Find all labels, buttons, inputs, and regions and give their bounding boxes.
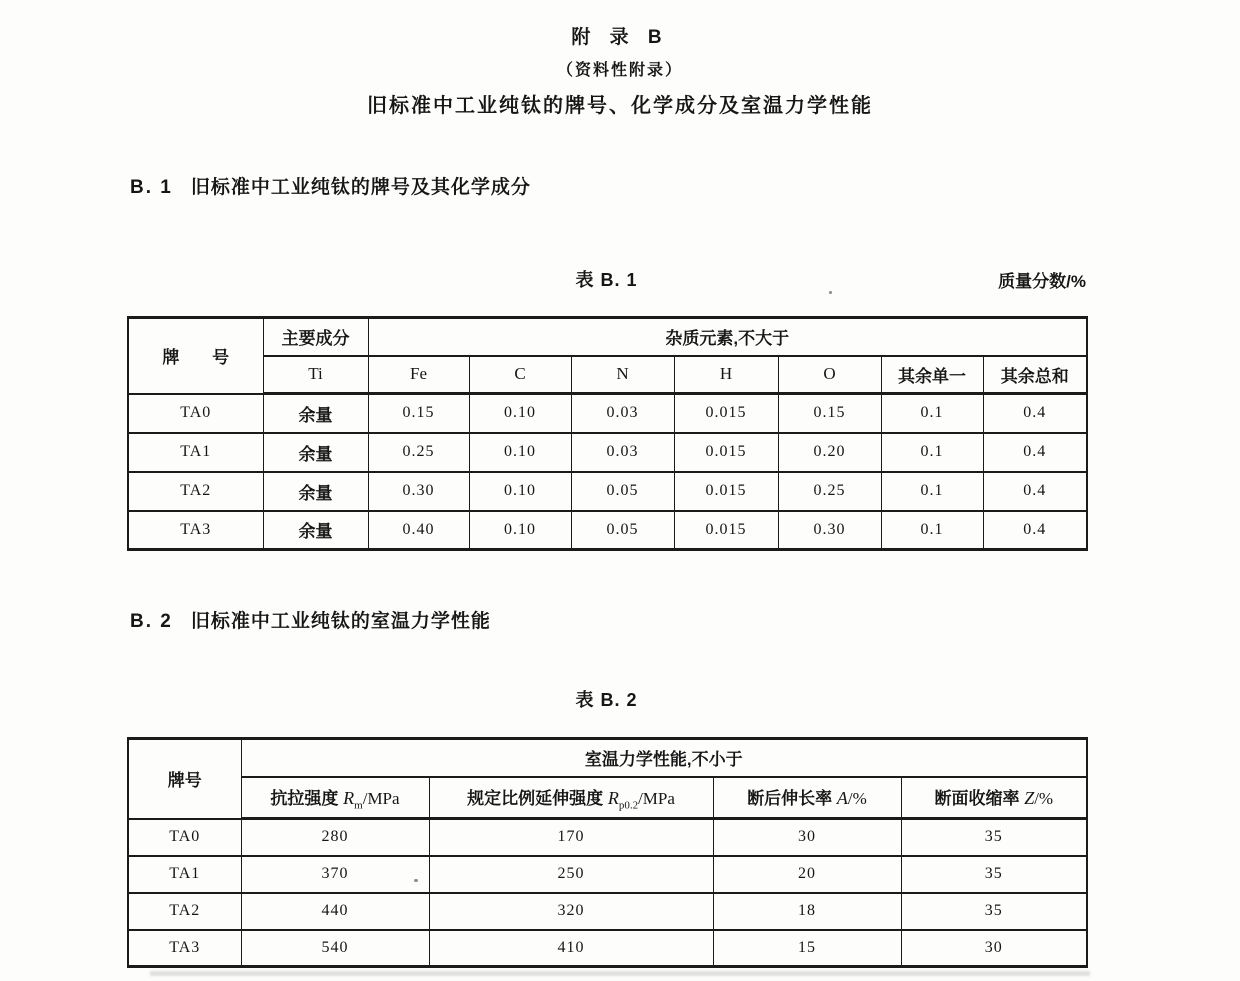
cell-o: 0.15 xyxy=(778,394,881,433)
table-row xyxy=(128,819,1087,856)
cell-grade: TA3 xyxy=(128,930,241,967)
b1-header-n: N xyxy=(571,356,674,394)
cell-tensile: 440 xyxy=(241,893,429,930)
cell-h: 0.015 xyxy=(674,394,778,433)
cell-grade: TA1 xyxy=(128,856,241,893)
cell-h: 0.015 xyxy=(674,433,778,472)
cell-tensile: 370 xyxy=(241,856,429,893)
b2-header-reduction-of-area: 断面收缩率 Z/% xyxy=(901,777,1087,819)
table-row xyxy=(128,893,1087,930)
table-row xyxy=(128,433,1087,472)
cell-o: 0.25 xyxy=(778,472,881,511)
b2-header-elongation: 断后伸长率 A/% xyxy=(713,777,901,819)
cell-proof: 410 xyxy=(429,930,713,967)
b1-header-fe: Fe xyxy=(368,356,469,394)
cell-other-total: 0.4 xyxy=(983,472,1087,511)
cell-elongation: 18 xyxy=(713,893,901,930)
cell-grade: TA0 xyxy=(128,394,263,433)
cell-proof: 250 xyxy=(429,856,713,893)
scan-speck xyxy=(414,879,418,882)
b1-header-grade: 牌 号 xyxy=(128,318,263,394)
cell-proof: 320 xyxy=(429,893,713,930)
b2-header-span: 室温力学性能,不小于 xyxy=(241,739,1087,777)
cell-other-total: 0.4 xyxy=(983,433,1087,472)
cell-grade: TA3 xyxy=(128,511,263,550)
section-b1-heading xyxy=(130,172,531,199)
section-b1-title: 旧标准中工业纯钛的牌号及其化学成分 xyxy=(190,177,531,198)
cell-h: 0.015 xyxy=(674,472,778,511)
cell-elongation: 30 xyxy=(713,819,901,856)
cell-other-single: 0.1 xyxy=(881,511,983,550)
cell-reduction: 35 xyxy=(901,856,1087,893)
cell-n: 0.05 xyxy=(571,511,674,550)
b2-header-tensile-strength: 抗拉强度 $R_m$/MPa xyxy=(241,777,429,819)
cell-c: 0.10 xyxy=(469,433,571,472)
cell-elongation: 20 xyxy=(713,856,901,893)
cell-fe: 0.40 xyxy=(368,511,469,550)
cell-c: 0.10 xyxy=(469,394,571,433)
b1-header-c: C xyxy=(469,356,571,394)
b1-header-other-total: 其余总和 xyxy=(983,356,1087,394)
cell-reduction: 35 xyxy=(901,893,1087,930)
table-b2 xyxy=(127,737,1088,968)
table-b2-caption: 表 B. 2 xyxy=(575,690,638,710)
b2-header-proof-strength: 规定比例延伸强度 $R_{p0.2}$/MPa xyxy=(429,777,713,819)
cell-other-single: 0.1 xyxy=(881,472,983,511)
b1-header-impurities: 杂质元素,不大于 xyxy=(368,318,1087,356)
cell-other-total: 0.4 xyxy=(983,394,1087,433)
cell-h: 0.015 xyxy=(674,511,778,550)
scan-speck xyxy=(829,291,832,294)
cell-tensile: 280 xyxy=(241,819,429,856)
cell-ti: 余量 xyxy=(263,433,368,472)
cell-c: 0.10 xyxy=(469,472,571,511)
cell-grade: TA0 xyxy=(128,819,241,856)
cell-other-single: 0.1 xyxy=(881,394,983,433)
table-b1 xyxy=(127,316,1088,551)
b1-header-h: H xyxy=(674,356,778,394)
section-b1-number: B. 1 xyxy=(130,177,173,198)
cell-grade: TA2 xyxy=(128,472,263,511)
table-b2-caption-row xyxy=(127,686,1086,712)
cell-fe: 0.25 xyxy=(368,433,469,472)
section-b2-heading xyxy=(130,606,491,633)
table-b1-unit-note: 质量分数/% xyxy=(998,272,1086,291)
cell-reduction: 35 xyxy=(901,819,1087,856)
cell-other-single: 0.1 xyxy=(881,433,983,472)
appendix-description: 旧标准中工业纯钛的牌号、化学成分及室温力学性能 xyxy=(367,95,873,117)
appendix-subtitle: （资料性附录） xyxy=(556,62,683,79)
cell-proof: 170 xyxy=(429,819,713,856)
cell-n: 0.05 xyxy=(571,472,674,511)
scan-shadow xyxy=(150,971,1090,976)
table-b1-caption: 表 B. 1 xyxy=(575,270,638,290)
cell-o: 0.20 xyxy=(778,433,881,472)
cell-o: 0.30 xyxy=(778,511,881,550)
table-b1-caption-row xyxy=(127,266,1086,292)
section-b2-title: 旧标准中工业纯钛的室温力学性能 xyxy=(190,611,491,632)
cell-c: 0.10 xyxy=(469,511,571,550)
table-row xyxy=(128,394,1087,433)
cell-n: 0.03 xyxy=(571,394,674,433)
cell-ti: 余量 xyxy=(263,472,368,511)
cell-reduction: 30 xyxy=(901,930,1087,967)
cell-ti: 余量 xyxy=(263,394,368,433)
cell-grade: TA2 xyxy=(128,893,241,930)
cell-fe: 0.30 xyxy=(368,472,469,511)
cell-fe: 0.15 xyxy=(368,394,469,433)
b1-header-o: O xyxy=(778,356,881,394)
section-b2-number: B. 2 xyxy=(130,611,173,632)
cell-grade: TA1 xyxy=(128,433,263,472)
table-row xyxy=(128,856,1087,893)
b1-header-main-component: 主要成分 xyxy=(263,318,368,356)
cell-n: 0.03 xyxy=(571,433,674,472)
table-row xyxy=(128,511,1087,550)
cell-elongation: 15 xyxy=(713,930,901,967)
appendix-title: 附 录 B xyxy=(571,27,669,48)
table-row xyxy=(128,930,1087,967)
cell-ti: 余量 xyxy=(263,511,368,550)
b1-header-ti: Ti xyxy=(263,356,368,394)
cell-other-total: 0.4 xyxy=(983,511,1087,550)
table-row xyxy=(128,472,1087,511)
cell-tensile: 540 xyxy=(241,930,429,967)
b2-header-grade: 牌号 xyxy=(128,739,241,819)
b1-header-other-single: 其余单一 xyxy=(881,356,983,394)
